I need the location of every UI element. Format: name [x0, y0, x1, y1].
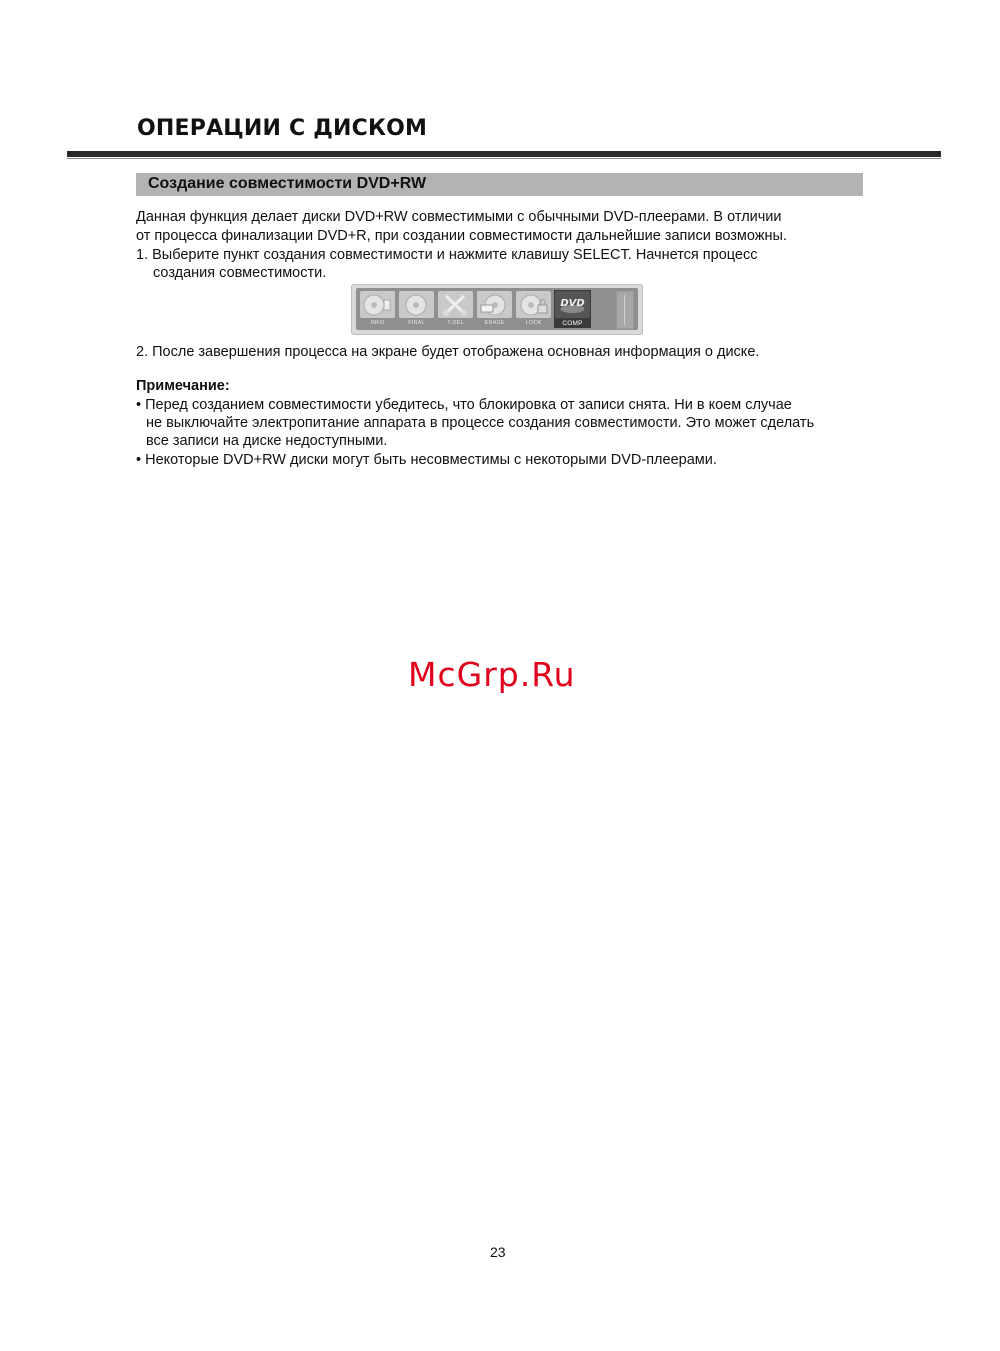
- disc-erase-icon: [477, 291, 512, 318]
- disc-info-icon: [360, 291, 395, 318]
- step-2: 2. После завершения процесса на экране будет отображена основная информация о диске.: [136, 344, 760, 360]
- menu-item-label: LOCK: [525, 320, 542, 326]
- section-header: [136, 173, 863, 196]
- note-bullet-2: • Некоторые DVD+RW диски могут быть несовместимы с некоторыми DVD-плеерами.: [136, 452, 717, 468]
- note-heading: Примечание:: [136, 378, 230, 394]
- note-bullet-1-line-1: • Перед созданием совместимости убедитесь, что блокировка от записи снята. Ни в коем случае: [136, 397, 792, 413]
- page-title: ОПЕРАЦИИ С ДИСКОМ: [137, 116, 428, 141]
- menu-item-label: INFO: [370, 320, 385, 326]
- menu-item-label: ERASE: [484, 320, 505, 326]
- menu-item-label: FINAL: [408, 320, 425, 326]
- menu-item-label: COMP: [562, 320, 583, 327]
- dvd-logo-icon: [555, 291, 590, 318]
- menu-item-tdel[interactable]: [437, 290, 474, 328]
- menu-item-erase[interactable]: [476, 290, 513, 328]
- page-number: 23: [490, 1244, 506, 1260]
- disc-final-icon: [399, 291, 434, 318]
- menu-item-label: T-DEL: [447, 320, 464, 326]
- scissors-icon: [438, 291, 473, 318]
- menu-item-lock[interactable]: [515, 290, 552, 328]
- disc-menu-bar: [356, 288, 638, 330]
- header-rule: [67, 151, 941, 157]
- section-title: Создание совместимости DVD+RW: [148, 175, 427, 192]
- note-bullet-1-line-3: все записи на диске недоступными.: [146, 433, 388, 449]
- intro-line-1: Данная функция делает диски DVD+RW совместимыми с обычными DVD-плеерами. В отличии: [136, 209, 782, 225]
- disc-menu-strip: [351, 284, 643, 335]
- menu-item-final[interactable]: [398, 290, 435, 328]
- menu-scrollbar[interactable]: [616, 291, 634, 329]
- scrollbar-track: [624, 295, 625, 325]
- step-1-line-2: создания совместимости.: [153, 265, 327, 281]
- watermark: McGrp.Ru: [408, 655, 576, 694]
- header-rule-thin: [67, 158, 941, 159]
- note-bullet-1-line-2: не выключайте электропитание аппарата в процессе создания совместимости. Это может сделать: [146, 415, 815, 431]
- disc-lock-icon: [516, 291, 551, 318]
- intro-line-2: от процесса финализации DVD+R, при создании совместимости дальнейшие записи возможны.: [136, 228, 787, 244]
- menu-item-info[interactable]: [359, 290, 396, 328]
- step-1-line-1: 1. Выберите пункт создания совместимости и нажмите клавишу SELECT. Начнется процесс: [136, 247, 758, 263]
- menu-item-comp[interactable]: [554, 290, 591, 328]
- dvd-logo-text: DVD: [560, 298, 585, 309]
